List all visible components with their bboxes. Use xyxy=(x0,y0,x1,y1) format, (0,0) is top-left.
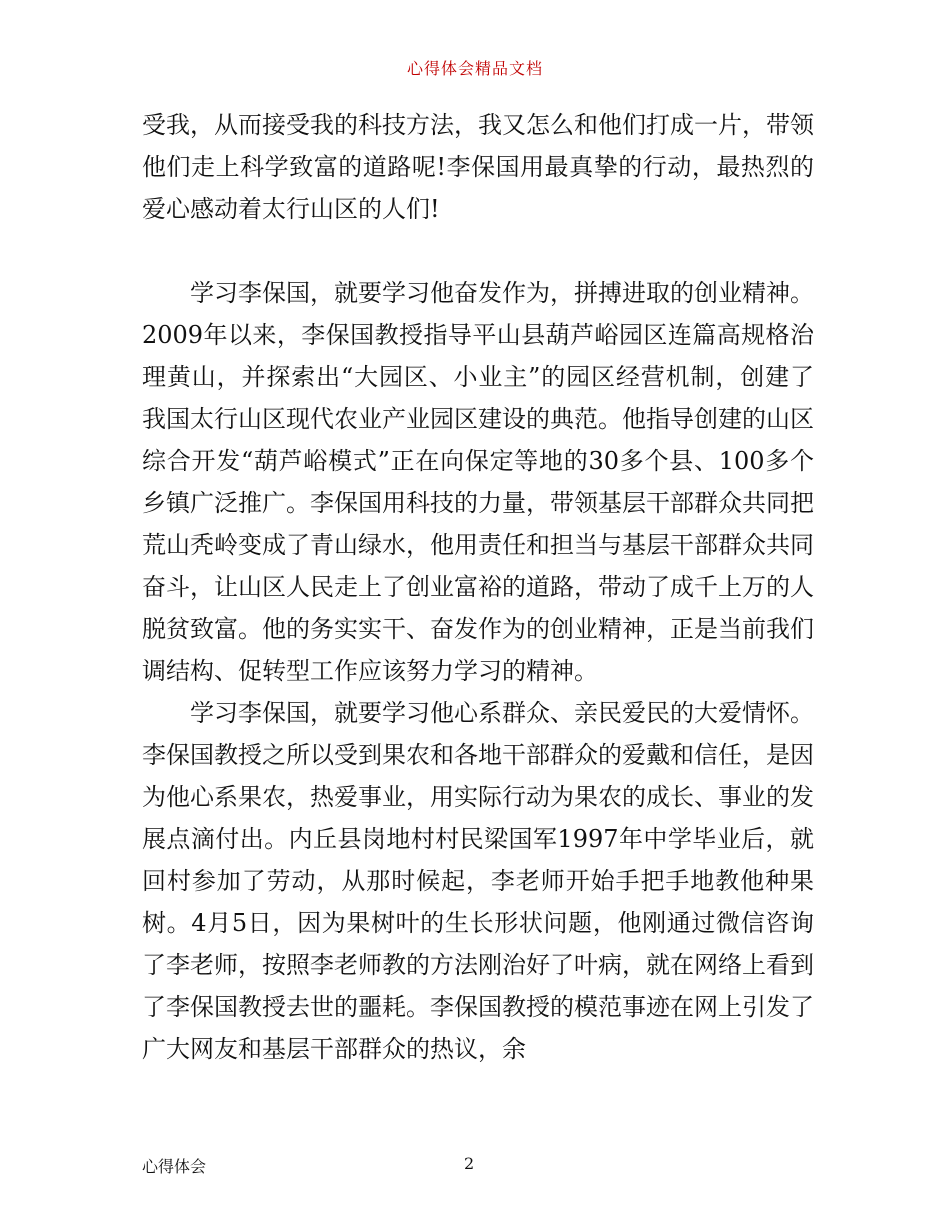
paragraph-entrepreneurial-spirit: 学习李保国，就要学习他奋发作为，拼搏进取的创业精神。2009年以来，李保国教授指导平山县葫芦峪园区连篇高规格治理黄山，并探索出“大园区、小业主”的园区经营机制，创建了我国太行山区现代农业产业园区建设的典范。他指导创建的山区综合开发“葫芦峪模式”正在向保定等地的30多个县、100多个乡镇广泛推广。李保国用科技的力量，带领基层干部群众共同把荒山秃岭变成了青山绿水，他用责任和担当与基层干部群众共同奋斗，让山区人民走上了创业富裕的道路，带动了成千上万的人脱贫致富。他的务实实干、奋发作为的创业精神，正是当前我们调结构、促转型工作应该努力学习的精神。 xyxy=(142,279,814,685)
document-body xyxy=(142,104,814,1070)
page-number: 2 xyxy=(464,1154,475,1173)
page-header-title: 心得体会精品文档 xyxy=(406,59,543,78)
paragraph-continued: 受我，从而接受我的科技方法，我又怎么和他们打成一片，带领他们走上科学致富的道路呢!李保国用最真挚的行动，最热烈的爱心感动着太行山区的人们! xyxy=(142,111,814,223)
page-footer-label: 心得体会 xyxy=(142,1157,207,1176)
paragraph-caring-for-people: 学习李保国，就要学习他心系群众、亲民爱民的大爱情怀。李保国教授之所以受到果农和各地干部群众的爱戴和信任，是因为他心系果农，热爱事业，用实际行动为果农的成长、事业的发展点滴付出。内丘县岗地村村民梁国军1997年中学毕业后，就回村参加了劳动，从那时候起，李老师开始手把手地教他种果树。4月5日，因为果树叶的生长形状问题，他刚通过微信咨询了李老师，按照李老师教的方法刚治好了叶病，就在网络上看到了李保国教授去世的噩耗。李保国教授的模范事迹在网上引发了广大网友和基层干部群众的热议，余 xyxy=(142,699,814,1063)
